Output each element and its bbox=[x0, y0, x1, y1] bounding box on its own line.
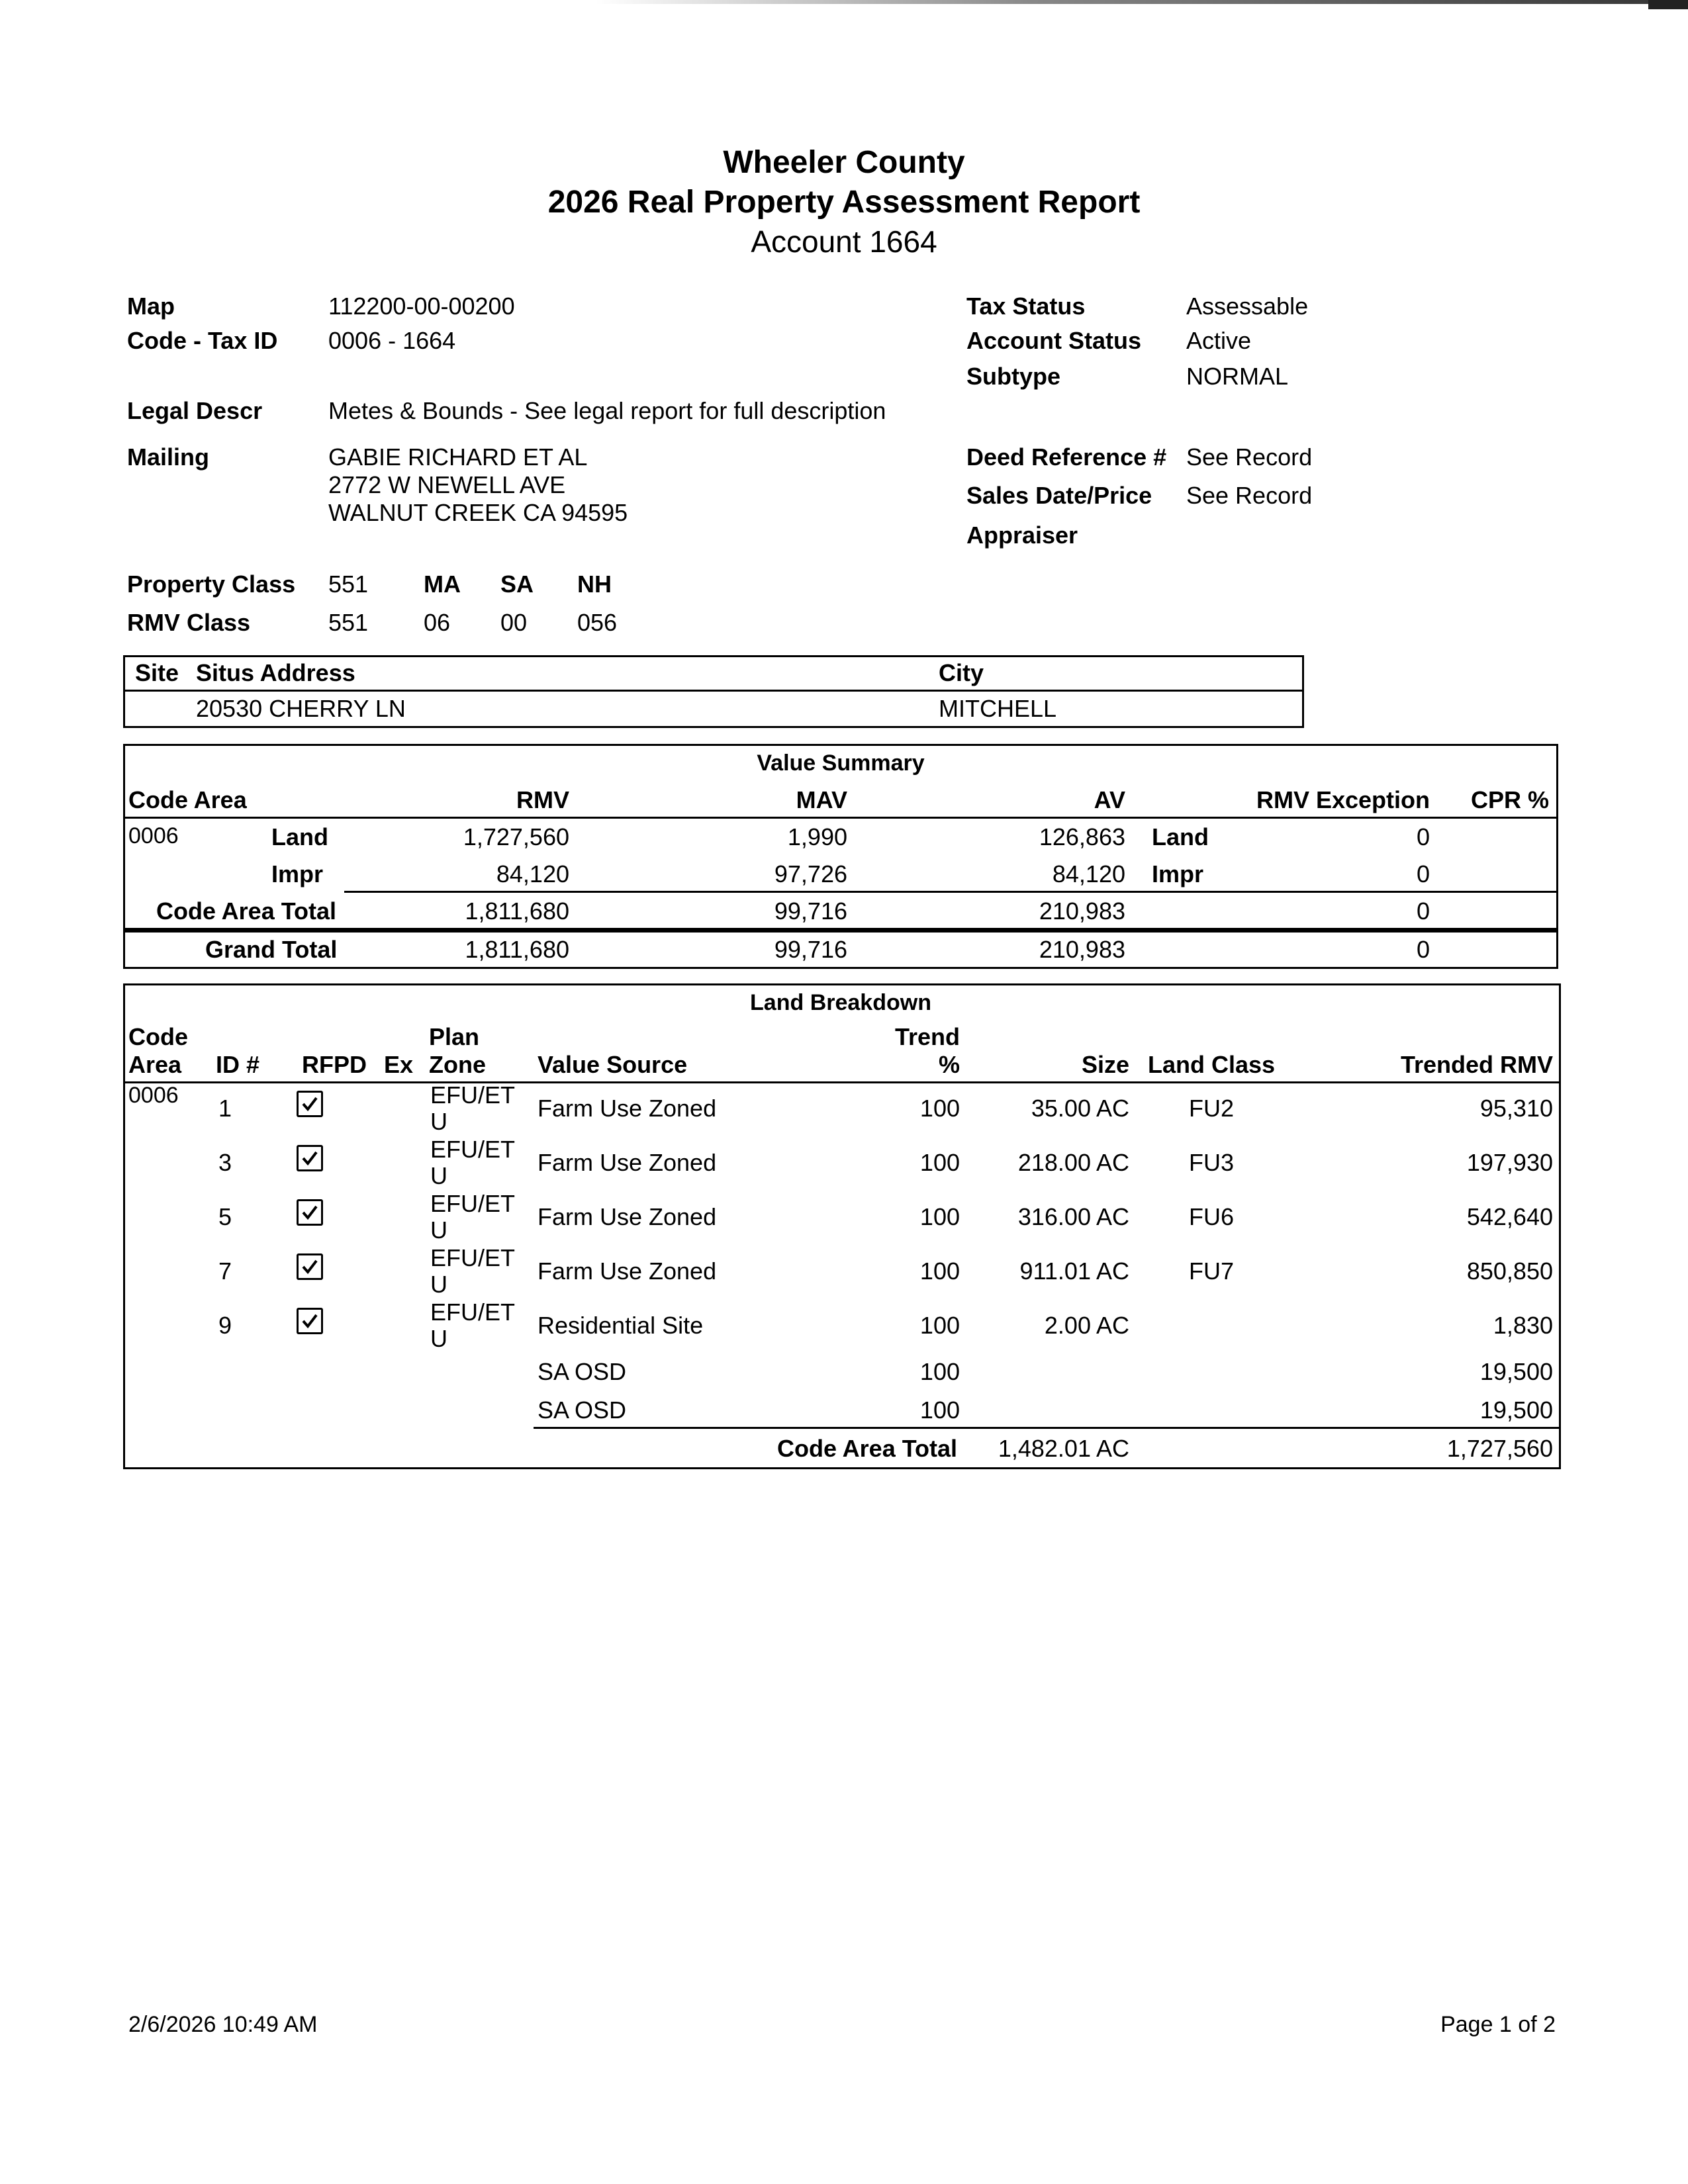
lb-row-1-rfpd-checkbox[interactable] bbox=[297, 1091, 323, 1117]
vs-impr-label: Impr bbox=[271, 860, 324, 887]
vs-header-rmv-exception: RMV Exception bbox=[1256, 786, 1430, 813]
tax-status-label: Tax Status bbox=[966, 293, 1086, 320]
tax-status-value: Assessable bbox=[1186, 293, 1309, 320]
vs-code-area-total-rmv: 1,811,680 bbox=[465, 897, 569, 925]
checkmark-icon bbox=[301, 1258, 318, 1275]
vs-grand-total-exc: 0 bbox=[1416, 936, 1430, 963]
lb-row-5-zone-a: EFU/ET bbox=[430, 1298, 516, 1326]
lb-row-3-source: Farm Use Zoned bbox=[538, 1203, 717, 1230]
lb-row-3-zone-b: U bbox=[430, 1216, 447, 1244]
lb-row-5-source: Residential Site bbox=[538, 1312, 704, 1339]
vs-impr-exc-label: Impr bbox=[1152, 860, 1204, 887]
rmv-class-value: 551 bbox=[328, 609, 369, 636]
mailing-street: 2772 W NEWELL AVE bbox=[328, 471, 566, 498]
lb-row-3-rfpd-checkbox[interactable] bbox=[297, 1199, 323, 1226]
situs-city-header: City bbox=[939, 659, 984, 686]
lb-extra-1-rmv: 19,500 bbox=[1479, 1358, 1553, 1385]
vs-code-area-total-label: Code Area Total bbox=[156, 897, 337, 925]
checkmark-icon bbox=[301, 1204, 318, 1221]
lb-extra-2-source: SA OSD bbox=[538, 1396, 627, 1424]
vs-land-rmv: 1,727,560 bbox=[463, 823, 569, 850]
vs-header-code-area: Code Area bbox=[128, 786, 247, 813]
lb-row-2-trend: 100 bbox=[919, 1149, 960, 1176]
lb-header-value-source: Value Source bbox=[538, 1051, 688, 1078]
lb-row-3-rmv: 542,640 bbox=[1466, 1203, 1553, 1230]
report-title: 2026 Real Property Assessment Report bbox=[547, 185, 1141, 220]
code-taxid-label: Code - Tax ID bbox=[127, 327, 278, 354]
situs-address: 20530 CHERRY LN bbox=[196, 695, 406, 722]
vs-grand-total-label: Grand Total bbox=[205, 936, 338, 963]
county-title: Wheeler County bbox=[723, 145, 965, 180]
map-label: Map bbox=[127, 293, 175, 320]
appraiser-label: Appraiser bbox=[966, 522, 1078, 549]
lb-header-area: Area bbox=[128, 1051, 182, 1078]
lb-header-id: ID # bbox=[216, 1051, 260, 1078]
lb-row-5-zone-b: U bbox=[430, 1325, 447, 1352]
lb-row-5-id: 9 bbox=[218, 1312, 232, 1339]
lb-row-3-zone-a: EFU/ET bbox=[430, 1190, 516, 1217]
lb-row-1-source: Farm Use Zoned bbox=[538, 1095, 717, 1122]
vs-grand-total-rmv: 1,811,680 bbox=[465, 936, 569, 963]
map-value: 112200-00-00200 bbox=[328, 293, 515, 320]
lb-row-1-zone-b: U bbox=[430, 1108, 447, 1135]
lb-row-1-land-class: FU2 bbox=[1189, 1095, 1235, 1122]
lb-row-1-zone-a: EFU/ET bbox=[430, 1081, 516, 1109]
lb-row-4-trend: 100 bbox=[919, 1257, 960, 1285]
vs-impr-exc: 0 bbox=[1416, 860, 1430, 887]
lb-row-5-rfpd-checkbox[interactable] bbox=[297, 1308, 323, 1334]
lb-row-4-rmv: 850,850 bbox=[1466, 1257, 1553, 1285]
footer-timestamp: 2/6/2026 10:49 AM bbox=[128, 2012, 318, 2037]
lb-row-3-land-class: FU6 bbox=[1189, 1203, 1235, 1230]
vs-impr-mav: 97,726 bbox=[774, 860, 847, 887]
lb-row-5-rmv: 1,830 bbox=[1493, 1312, 1553, 1339]
property-class-label: Property Class bbox=[127, 570, 296, 598]
vs-header-av: AV bbox=[1094, 786, 1125, 813]
lb-header-zone: Zone bbox=[429, 1051, 486, 1078]
lb-header-trend-pct: % bbox=[938, 1051, 960, 1078]
land-breakdown-title: Land Breakdown bbox=[750, 990, 931, 1015]
lb-header-ex: Ex bbox=[384, 1051, 414, 1078]
lb-code-area-value: 0006 bbox=[128, 1083, 179, 1108]
lb-extra-2-trend: 100 bbox=[919, 1396, 960, 1424]
vs-land-av: 126,863 bbox=[1039, 823, 1125, 850]
lb-row-1-rmv: 95,310 bbox=[1479, 1095, 1553, 1122]
lb-header-trended-rmv: Trended RMV bbox=[1400, 1051, 1553, 1078]
value-summary-box bbox=[123, 744, 1558, 969]
lb-row-2-zone-a: EFU/ET bbox=[430, 1136, 516, 1163]
lb-total-rmv: 1,727,560 bbox=[1446, 1435, 1553, 1462]
lb-total-label: Code Area Total bbox=[777, 1435, 958, 1462]
nh-header: NH bbox=[577, 570, 612, 598]
situs-site-header: Site bbox=[135, 659, 179, 686]
vs-header-rmv: RMV bbox=[516, 786, 569, 813]
lb-extra-1-trend: 100 bbox=[919, 1358, 960, 1385]
lb-row-2-rmv: 197,930 bbox=[1466, 1149, 1553, 1176]
vs-header-mav: MAV bbox=[796, 786, 847, 813]
rmv-sa-value: 00 bbox=[500, 609, 528, 636]
lb-row-4-rfpd-checkbox[interactable] bbox=[297, 1253, 323, 1280]
vs-impr-rmv: 84,120 bbox=[496, 860, 569, 887]
lb-header-size: Size bbox=[1081, 1051, 1129, 1078]
checkmark-icon bbox=[301, 1312, 318, 1330]
vs-land-exc-label: Land bbox=[1152, 823, 1209, 850]
account-status-value: Active bbox=[1186, 327, 1252, 354]
sales-date-value: See Record bbox=[1186, 482, 1313, 509]
rmv-ma-value: 06 bbox=[424, 609, 451, 636]
scan-artifact-corner bbox=[1648, 0, 1688, 9]
lb-row-2-land-class: FU3 bbox=[1189, 1149, 1235, 1176]
vs-grand-total-mav: 99,716 bbox=[774, 936, 847, 963]
vs-land-mav: 1,990 bbox=[787, 823, 847, 850]
lb-row-2-source: Farm Use Zoned bbox=[538, 1149, 717, 1176]
lb-row-2-rfpd-checkbox[interactable] bbox=[297, 1145, 323, 1171]
mailing-city: WALNUT CREEK CA 94595 bbox=[328, 499, 628, 526]
sales-date-label: Sales Date/Price bbox=[966, 482, 1152, 509]
lb-total-rule bbox=[534, 1427, 1561, 1429]
lb-row-1-id: 1 bbox=[218, 1095, 232, 1122]
lb-header-trend: Trend bbox=[894, 1023, 960, 1050]
rmv-class-label: RMV Class bbox=[127, 609, 251, 636]
checkmark-icon bbox=[301, 1095, 318, 1113]
lb-row-3-size: 316.00 AC bbox=[1017, 1203, 1129, 1230]
property-class-value: 551 bbox=[328, 570, 369, 598]
deed-reference-value: See Record bbox=[1186, 443, 1313, 471]
lb-row-4-zone-a: EFU/ET bbox=[430, 1244, 516, 1271]
lb-extra-1-source: SA OSD bbox=[538, 1358, 627, 1385]
lb-row-4-land-class: FU7 bbox=[1189, 1257, 1235, 1285]
mailing-name: GABIE RICHARD ET AL bbox=[328, 443, 588, 471]
situs-address-header: Situs Address bbox=[196, 659, 355, 686]
lb-row-1-size: 35.00 AC bbox=[1031, 1095, 1129, 1122]
vs-impr-av: 84,120 bbox=[1052, 860, 1125, 887]
lb-header-rfpd: RFPD bbox=[302, 1051, 367, 1078]
vs-grand-total-rule bbox=[123, 928, 1558, 933]
lb-row-3-trend: 100 bbox=[919, 1203, 960, 1230]
lb-header-rule bbox=[123, 1081, 1561, 1083]
lb-row-5-trend: 100 bbox=[919, 1312, 960, 1339]
vs-land-label: Land bbox=[271, 823, 328, 850]
legal-descr-label: Legal Descr bbox=[127, 397, 263, 424]
vs-land-exc: 0 bbox=[1416, 823, 1430, 850]
lb-row-2-zone-b: U bbox=[430, 1162, 447, 1189]
mailing-label: Mailing bbox=[127, 443, 209, 471]
vs-header-rule bbox=[123, 817, 1558, 819]
lb-row-3-id: 5 bbox=[218, 1203, 232, 1230]
account-status-label: Account Status bbox=[966, 327, 1142, 354]
lb-row-5-size: 2.00 AC bbox=[1044, 1312, 1129, 1339]
checkmark-icon bbox=[301, 1150, 318, 1167]
situs-city: MITCHELL bbox=[939, 695, 1057, 722]
vs-code-area-total-mav: 99,716 bbox=[774, 897, 847, 925]
lb-header-plan: Plan bbox=[429, 1023, 480, 1050]
rmv-nh-value: 056 bbox=[577, 609, 618, 636]
deed-reference-label: Deed Reference # bbox=[966, 443, 1167, 471]
subtype-value: NORMAL bbox=[1186, 363, 1289, 390]
lb-row-2-id: 3 bbox=[218, 1149, 232, 1176]
lb-extra-2-rmv: 19,500 bbox=[1479, 1396, 1553, 1424]
lb-row-4-id: 7 bbox=[218, 1257, 232, 1285]
lb-row-4-source: Farm Use Zoned bbox=[538, 1257, 717, 1285]
scan-artifact-line bbox=[596, 0, 1688, 4]
lb-row-2-size: 218.00 AC bbox=[1017, 1149, 1129, 1176]
vs-code-area-total-av: 210,983 bbox=[1039, 897, 1125, 925]
lb-row-1-trend: 100 bbox=[919, 1095, 960, 1122]
legal-descr-value: Metes & Bounds - See legal report for full description bbox=[328, 397, 886, 424]
subtype-label: Subtype bbox=[966, 363, 1061, 390]
lb-total-size: 1,482.01 AC bbox=[998, 1435, 1129, 1462]
vs-code-area-value: 0006 bbox=[128, 823, 179, 848]
footer-page-number: Page 1 of 2 bbox=[1440, 2012, 1556, 2037]
sa-header: SA bbox=[500, 570, 534, 598]
vs-header-cpr: CPR % bbox=[1470, 786, 1549, 813]
lb-header-code: Code bbox=[128, 1023, 188, 1050]
ma-header: MA bbox=[424, 570, 461, 598]
value-summary-title: Value Summary bbox=[757, 751, 925, 776]
vs-grand-total-av: 210,983 bbox=[1039, 936, 1125, 963]
situs-header-rule bbox=[123, 690, 1304, 692]
lb-row-4-zone-b: U bbox=[430, 1271, 447, 1298]
lb-row-4-size: 911.01 AC bbox=[1019, 1257, 1129, 1285]
vs-subtotal-rule bbox=[344, 891, 1558, 893]
account-line: Account 1664 bbox=[751, 224, 937, 259]
vs-code-area-total-exc: 0 bbox=[1416, 897, 1430, 925]
lb-header-land-class: Land Class bbox=[1148, 1051, 1276, 1078]
code-taxid-value: 0006 - 1664 bbox=[328, 327, 456, 354]
